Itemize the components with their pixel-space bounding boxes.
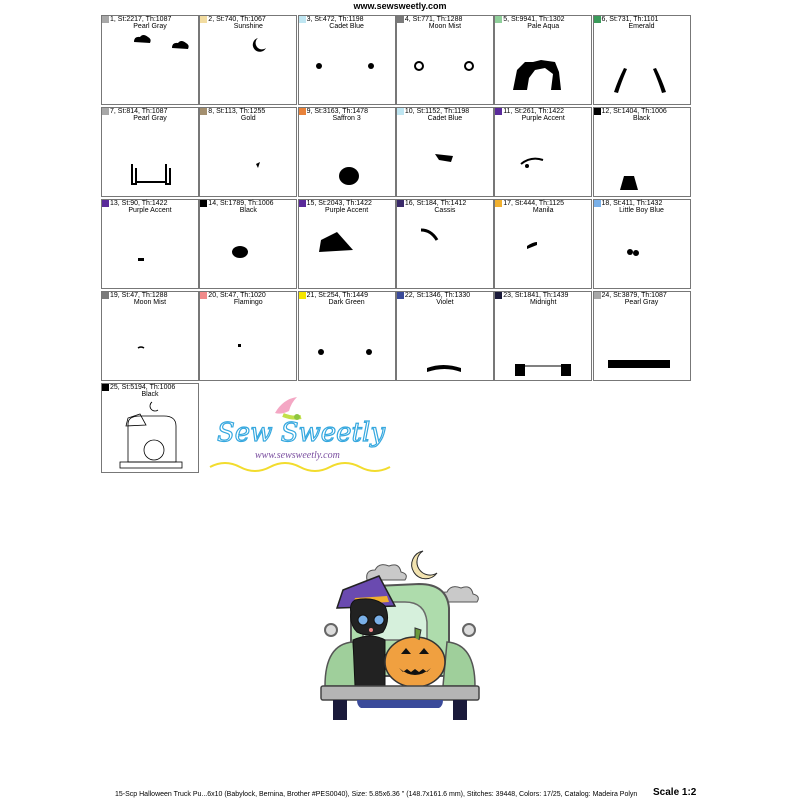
color-stitch-info: 21, St:254, Th:1449	[306, 292, 368, 299]
color-swatch	[397, 292, 404, 299]
stitch-preview	[102, 124, 198, 196]
color-cell	[494, 107, 592, 197]
color-cell	[298, 199, 396, 289]
stitch-preview	[594, 216, 690, 288]
color-name: Moon Mist	[428, 23, 462, 30]
color-swatch	[200, 16, 207, 23]
color-cell	[199, 291, 297, 381]
scale-label: Scale 1:2	[653, 787, 697, 798]
color-cell	[199, 199, 297, 289]
color-name: Pearl Gray	[624, 299, 659, 306]
stitch-preview	[200, 124, 296, 196]
color-cell	[396, 199, 494, 289]
halloween-truck-design	[315, 548, 485, 728]
stitch-preview	[102, 216, 198, 288]
color-cell	[593, 199, 691, 289]
color-cell	[494, 291, 592, 381]
color-swatch	[200, 292, 207, 299]
color-cell	[101, 291, 199, 381]
color-name: Midnight	[529, 299, 557, 306]
color-name: Moon Mist	[133, 299, 167, 306]
color-name: Black	[141, 391, 159, 398]
site-url: www.sewsweetly.com	[353, 1, 447, 11]
color-swatch	[594, 200, 601, 207]
color-swatch	[495, 108, 502, 115]
color-cell	[396, 107, 494, 197]
color-stitch-info: 25, St:5194, Th:1006	[110, 384, 176, 391]
color-name: Black	[632, 115, 651, 122]
color-stitch-info: 9, St:3163, Th:1478	[306, 108, 368, 115]
design-info-footer: 15-Scp Halloween Truck Pu...6x10 (Babylock, Bernina, Brother #PES0040), Size: 5.85x6.36 " (148.7x161.6 mm), Stitches: 39448, Colors: 17/25, Catalog: Madeira Polyn	[115, 791, 638, 798]
color-name: Purple Accent	[521, 115, 565, 122]
stitch-preview	[299, 124, 395, 196]
color-swatch	[299, 16, 306, 23]
color-stitch-info: 14, St:1789, Th:1006	[208, 200, 274, 207]
color-swatch	[594, 108, 601, 115]
color-swatch	[397, 108, 404, 115]
color-stitch-info: 1, St:2217, Th:1087	[110, 16, 172, 23]
color-stitch-info: 16, St:184, Th:1412	[404, 200, 467, 207]
color-cell	[298, 291, 396, 381]
color-name: Pearl Gray	[133, 115, 167, 122]
color-stitch-info: 7, St:814, Th:1087	[110, 108, 168, 115]
color-cell	[101, 15, 199, 105]
stitch-preview	[397, 216, 493, 288]
color-stitch-info: 8, St:113, Th:1255	[208, 108, 266, 115]
color-name: Violet	[436, 299, 454, 306]
color-stitch-info: 4, St:771, Th:1288	[404, 16, 463, 23]
color-stitch-info: 10, St:1152, Th:1198	[404, 108, 470, 115]
stitch-preview	[299, 308, 395, 380]
color-swatch	[397, 200, 404, 207]
color-stitch-info: 13, St:90, Th:1422	[110, 200, 168, 207]
color-swatch	[102, 16, 109, 23]
color-swatch	[102, 292, 109, 299]
color-name: Manila	[532, 207, 554, 214]
color-swatch	[299, 292, 306, 299]
stitch-preview	[397, 308, 493, 380]
color-cell	[298, 107, 396, 197]
stitch-preview	[200, 308, 296, 380]
stitch-preview-outline	[102, 400, 198, 472]
color-swatch	[594, 292, 601, 299]
color-name: Pale Aqua	[527, 23, 560, 30]
color-swatch	[397, 16, 404, 23]
color-stitch-info: 15, St:2043, Th:1422	[306, 200, 372, 207]
color-swatch	[102, 384, 109, 391]
color-name: Cadet Blue	[427, 115, 463, 122]
color-swatch	[299, 108, 306, 115]
svg-text:Sew Sweetly: Sew Sweetly	[217, 418, 386, 448]
color-name: Gold	[240, 115, 256, 122]
color-stitch-info: 11, St:261, Th:1422	[503, 108, 565, 115]
color-swatch	[495, 200, 502, 207]
color-name: Purple Accent	[128, 207, 172, 214]
stitch-preview	[102, 308, 198, 380]
color-swatch	[102, 200, 109, 207]
stitch-preview	[397, 32, 493, 104]
stitch-preview	[495, 216, 591, 288]
stitch-preview	[299, 32, 395, 104]
color-stitch-info: 23, St:1841, Th:1439	[503, 292, 569, 299]
color-cell	[101, 199, 199, 289]
stitch-preview	[495, 124, 591, 196]
color-stitch-info: 6, St:731, Th:1101	[601, 16, 659, 23]
color-cell	[199, 107, 297, 197]
color-swatch	[594, 16, 601, 23]
color-stitch-info: 17, St:444, Th:1125	[503, 200, 565, 207]
color-name: Pearl Gray	[133, 23, 167, 30]
color-stitch-info: 19, St:47, Th:1288	[110, 292, 168, 299]
color-swatch	[200, 108, 207, 115]
color-cell	[494, 15, 592, 105]
color-cell	[298, 15, 396, 105]
color-swatch	[299, 200, 306, 207]
color-stitch-info: 5, St:9941, Th:1302	[503, 16, 565, 23]
color-cell	[396, 15, 494, 105]
color-stitch-info: 18, St:411, Th:1432	[601, 200, 663, 207]
color-cell	[593, 291, 691, 381]
color-swatch	[200, 200, 207, 207]
color-name: Flamingo	[233, 299, 263, 306]
stitch-preview	[397, 124, 493, 196]
color-cell	[101, 383, 199, 473]
stitch-preview	[299, 216, 395, 288]
color-cell	[101, 107, 199, 197]
color-stitch-info: 12, St:1404, Th:1006	[601, 108, 667, 115]
color-name: Dark Green	[328, 299, 365, 306]
color-cell	[396, 291, 494, 381]
svg-text:www.sewsweetly.com: www.sewsweetly.com	[255, 450, 340, 461]
color-swatch	[495, 16, 502, 23]
color-stitch-info: 2, St:740, Th:1067	[208, 16, 266, 23]
color-name: Emerald	[628, 23, 655, 30]
moon-icon	[412, 551, 437, 579]
stitch-preview	[102, 32, 198, 104]
color-name: Purple Accent	[324, 207, 369, 214]
color-stitch-info: 22, St:1346, Th:1330	[404, 292, 471, 299]
color-cell	[494, 199, 592, 289]
color-stitch-info: 20, St:47, Th:1020	[208, 292, 266, 299]
color-cell	[593, 107, 691, 197]
stitch-preview	[594, 124, 690, 196]
stitch-preview	[594, 32, 690, 104]
color-swatch	[102, 108, 109, 115]
stitch-preview	[200, 216, 296, 288]
color-name: Cassis	[434, 207, 456, 214]
color-stitch-info: 24, St:3879, Th:1087	[601, 292, 667, 299]
color-name: Sunshine	[233, 23, 263, 30]
color-cell	[593, 15, 691, 105]
stitch-preview	[495, 32, 591, 104]
color-name: Black	[239, 207, 257, 214]
sew-sweetly-logo	[205, 395, 415, 475]
stitch-preview	[594, 308, 690, 380]
color-stitch-info: 3, St:472, Th:1198	[306, 16, 364, 23]
stitch-preview	[200, 32, 296, 104]
color-name: Saffron 3	[332, 115, 361, 122]
color-swatch	[495, 292, 502, 299]
color-name: Little Boy Blue	[619, 207, 664, 214]
color-name: Cadet Blue	[329, 23, 364, 30]
stitch-preview	[495, 308, 591, 380]
color-cell	[199, 15, 297, 105]
